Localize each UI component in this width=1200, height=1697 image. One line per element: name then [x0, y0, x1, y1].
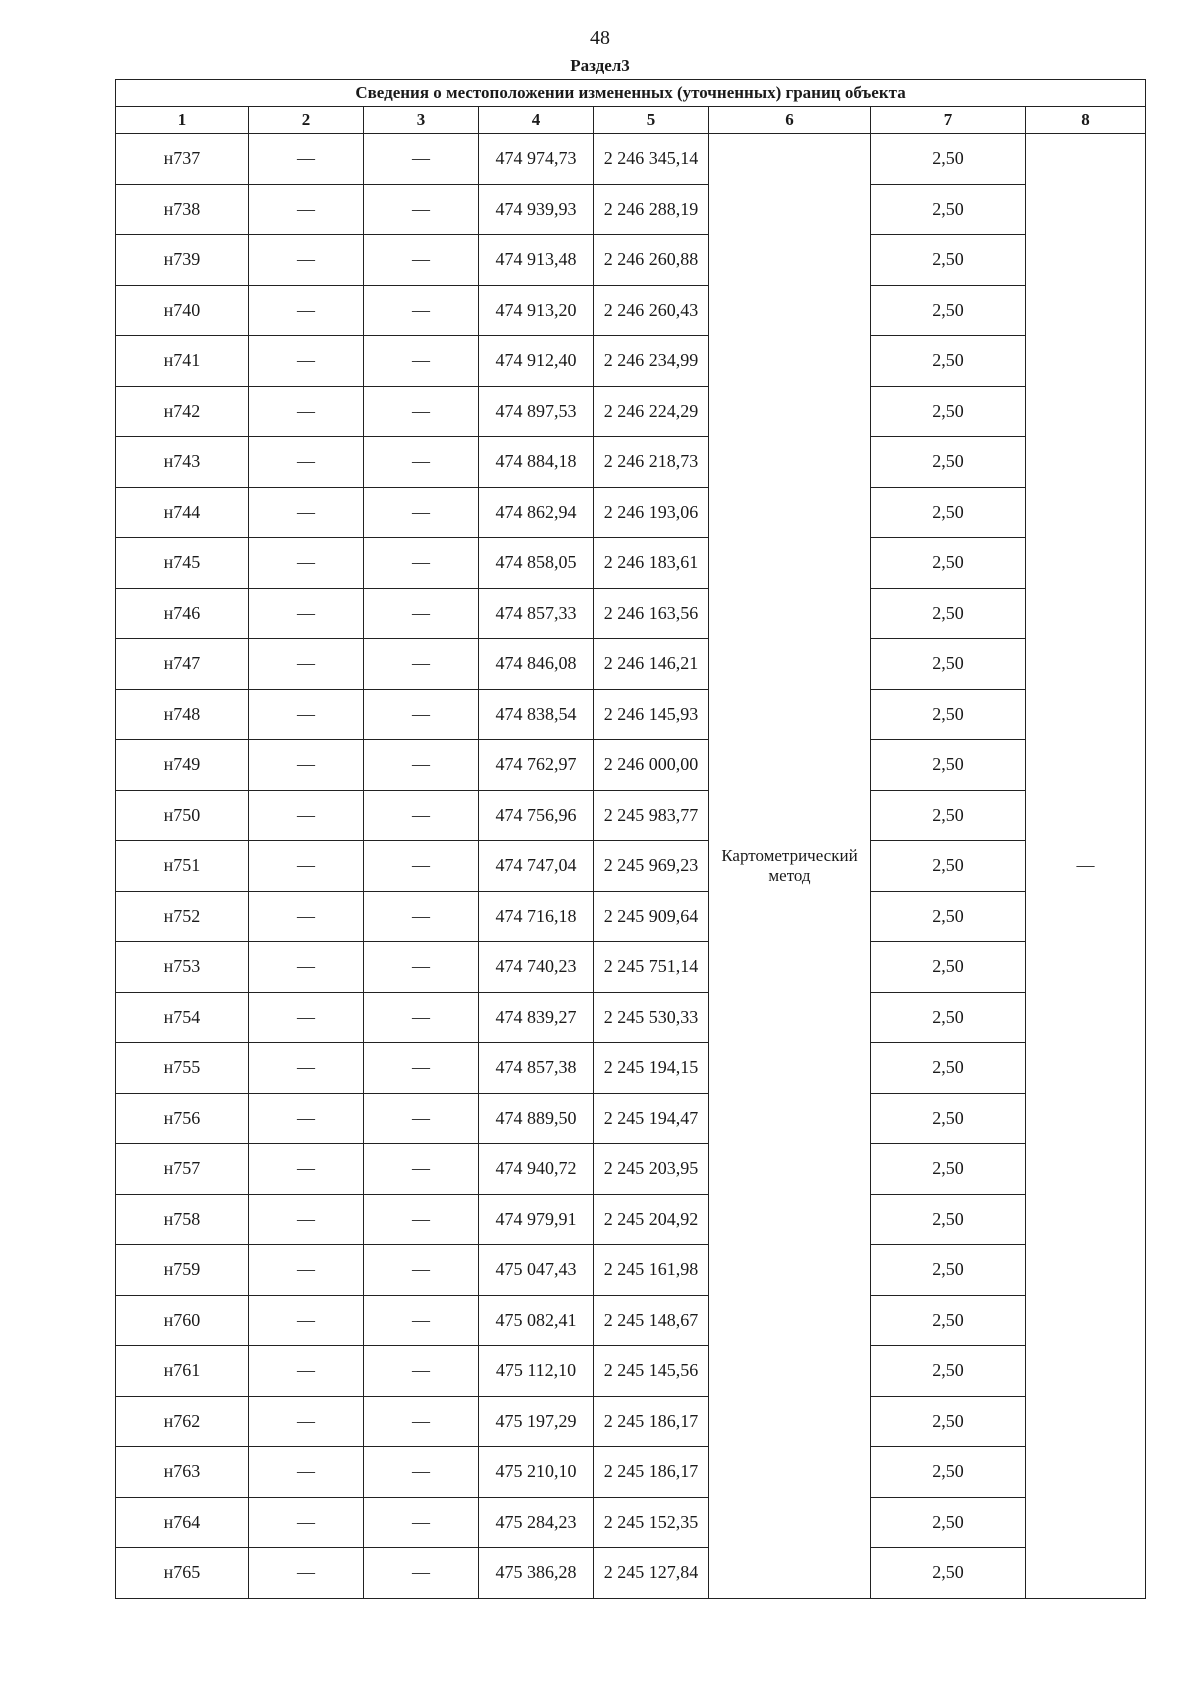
table-row	[116, 1043, 1146, 1094]
col3-value: —	[364, 285, 479, 336]
point-id: н744	[116, 487, 249, 538]
col2-value: —	[249, 639, 364, 690]
col2-value: —	[249, 386, 364, 437]
x-coordinate: 474 756,96	[479, 790, 594, 841]
point-id: н760	[116, 1295, 249, 1346]
precision-value: 2,50	[871, 740, 1026, 791]
point-id: н747	[116, 639, 249, 690]
point-id: н761	[116, 1346, 249, 1397]
col3-value: —	[364, 538, 479, 589]
y-coordinate: 2 246 260,43	[594, 285, 709, 336]
col3-value: —	[364, 1396, 479, 1447]
point-id: н750	[116, 790, 249, 841]
y-coordinate: 2 245 969,23	[594, 841, 709, 892]
column-number-row	[116, 107, 1146, 134]
x-coordinate: 474 913,48	[479, 235, 594, 286]
y-coordinate: 2 246 260,88	[594, 235, 709, 286]
col2-value: —	[249, 487, 364, 538]
y-coordinate: 2 245 983,77	[594, 790, 709, 841]
col3-value: —	[364, 487, 479, 538]
column-number-4: 4	[479, 107, 594, 134]
y-coordinate: 2 246 234,99	[594, 336, 709, 387]
y-coordinate: 2 245 186,17	[594, 1447, 709, 1498]
table-row	[116, 487, 1146, 538]
table-row	[116, 1396, 1146, 1447]
precision-value: 2,50	[871, 184, 1026, 235]
column-number-5: 5	[594, 107, 709, 134]
col2-value: —	[249, 1093, 364, 1144]
precision-value: 2,50	[871, 790, 1026, 841]
table-row	[116, 184, 1146, 235]
col2-value: —	[249, 1295, 364, 1346]
col2-value: —	[249, 285, 364, 336]
y-coordinate: 2 245 751,14	[594, 942, 709, 993]
col2-value: —	[249, 1396, 364, 1447]
column-number-2: 2	[249, 107, 364, 134]
precision-value: 2,50	[871, 891, 1026, 942]
col2-value: —	[249, 891, 364, 942]
y-coordinate: 2 245 152,35	[594, 1497, 709, 1548]
column-number-3: 3	[364, 107, 479, 134]
point-id: н738	[116, 184, 249, 235]
x-coordinate: 474 939,93	[479, 184, 594, 235]
point-id: н743	[116, 437, 249, 488]
column-number-7: 7	[871, 107, 1026, 134]
table-row	[116, 1346, 1146, 1397]
table-row	[116, 386, 1146, 437]
precision-value: 2,50	[871, 588, 1026, 639]
table-row	[116, 1447, 1146, 1498]
col3-value: —	[364, 1346, 479, 1397]
precision-value: 2,50	[871, 1194, 1026, 1245]
x-coordinate: 474 974,73	[479, 134, 594, 185]
point-id: н759	[116, 1245, 249, 1296]
y-coordinate: 2 246 000,00	[594, 740, 709, 791]
table-row	[116, 942, 1146, 993]
col3-value: —	[364, 1245, 479, 1296]
boundary-coordinates-table	[115, 79, 1146, 1599]
col3-value: —	[364, 1194, 479, 1245]
y-coordinate: 2 245 148,67	[594, 1295, 709, 1346]
point-id: н756	[116, 1093, 249, 1144]
col2-value: —	[249, 1245, 364, 1296]
precision-value: 2,50	[871, 1093, 1026, 1144]
precision-value: 2,50	[871, 134, 1026, 185]
point-id: н739	[116, 235, 249, 286]
table-row	[116, 134, 1146, 185]
y-coordinate: 2 245 194,47	[594, 1093, 709, 1144]
x-coordinate: 474 762,97	[479, 740, 594, 791]
x-coordinate: 474 913,20	[479, 285, 594, 336]
method-cell: Картометрический метод	[709, 134, 871, 1599]
col3-value: —	[364, 386, 479, 437]
col8-value: —	[1026, 134, 1146, 1599]
col3-value: —	[364, 1093, 479, 1144]
x-coordinate: 475 284,23	[479, 1497, 594, 1548]
x-coordinate: 475 082,41	[479, 1295, 594, 1346]
y-coordinate: 2 245 127,84	[594, 1548, 709, 1599]
x-coordinate: 474 857,33	[479, 588, 594, 639]
point-id: н740	[116, 285, 249, 336]
point-id: н755	[116, 1043, 249, 1094]
table-row	[116, 639, 1146, 690]
point-id: н748	[116, 689, 249, 740]
col3-value: —	[364, 184, 479, 235]
col2-value: —	[249, 1447, 364, 1498]
y-coordinate: 2 246 146,21	[594, 639, 709, 690]
col2-value: —	[249, 134, 364, 185]
precision-value: 2,50	[871, 235, 1026, 286]
y-coordinate: 2 246 218,73	[594, 437, 709, 488]
col3-value: —	[364, 740, 479, 791]
x-coordinate: 475 197,29	[479, 1396, 594, 1447]
y-coordinate: 2 246 288,19	[594, 184, 709, 235]
col3-value: —	[364, 235, 479, 286]
precision-value: 2,50	[871, 437, 1026, 488]
table-row	[116, 740, 1146, 791]
x-coordinate: 474 857,38	[479, 1043, 594, 1094]
y-coordinate: 2 246 224,29	[594, 386, 709, 437]
col2-value: —	[249, 184, 364, 235]
x-coordinate: 474 884,18	[479, 437, 594, 488]
column-number-1: 1	[116, 107, 249, 134]
y-coordinate: 2 245 909,64	[594, 891, 709, 942]
table-row	[116, 437, 1146, 488]
col2-value: —	[249, 841, 364, 892]
precision-value: 2,50	[871, 1144, 1026, 1195]
col2-value: —	[249, 1144, 364, 1195]
precision-value: 2,50	[871, 942, 1026, 993]
point-id: н762	[116, 1396, 249, 1447]
point-id: н749	[116, 740, 249, 791]
column-number-6: 6	[709, 107, 871, 134]
col3-value: —	[364, 1548, 479, 1599]
col2-value: —	[249, 1043, 364, 1094]
precision-value: 2,50	[871, 487, 1026, 538]
table-row	[116, 891, 1146, 942]
x-coordinate: 474 740,23	[479, 942, 594, 993]
col2-value: —	[249, 790, 364, 841]
y-coordinate: 2 245 204,92	[594, 1194, 709, 1245]
precision-value: 2,50	[871, 1548, 1026, 1599]
col3-value: —	[364, 437, 479, 488]
col3-value: —	[364, 790, 479, 841]
precision-value: 2,50	[871, 1396, 1026, 1447]
table-row	[116, 538, 1146, 589]
x-coordinate: 474 897,53	[479, 386, 594, 437]
point-id: н764	[116, 1497, 249, 1548]
table-row	[116, 235, 1146, 286]
table-row	[116, 790, 1146, 841]
col3-value: —	[364, 689, 479, 740]
precision-value: 2,50	[871, 689, 1026, 740]
y-coordinate: 2 246 345,14	[594, 134, 709, 185]
x-coordinate: 474 846,08	[479, 639, 594, 690]
precision-value: 2,50	[871, 841, 1026, 892]
table-row	[116, 336, 1146, 387]
x-coordinate: 474 912,40	[479, 336, 594, 387]
col2-value: —	[249, 235, 364, 286]
y-coordinate: 2 245 203,95	[594, 1144, 709, 1195]
table-row	[116, 1497, 1146, 1548]
y-coordinate: 2 245 530,33	[594, 992, 709, 1043]
col3-value: —	[364, 639, 479, 690]
precision-value: 2,50	[871, 386, 1026, 437]
precision-value: 2,50	[871, 1295, 1026, 1346]
col3-value: —	[364, 134, 479, 185]
x-coordinate: 474 716,18	[479, 891, 594, 942]
point-id: н758	[116, 1194, 249, 1245]
table-row	[116, 1194, 1146, 1245]
x-coordinate: 474 862,94	[479, 487, 594, 538]
precision-value: 2,50	[871, 1346, 1026, 1397]
col3-value: —	[364, 841, 479, 892]
table-row	[116, 1144, 1146, 1195]
col2-value: —	[249, 1548, 364, 1599]
x-coordinate: 474 889,50	[479, 1093, 594, 1144]
col2-value: —	[249, 538, 364, 589]
point-id: н765	[116, 1548, 249, 1599]
table-row	[116, 1295, 1146, 1346]
precision-value: 2,50	[871, 336, 1026, 387]
x-coordinate: 475 047,43	[479, 1245, 594, 1296]
table-row	[116, 285, 1146, 336]
table-row	[116, 1245, 1146, 1296]
precision-value: 2,50	[871, 538, 1026, 589]
col2-value: —	[249, 437, 364, 488]
col3-value: —	[364, 1295, 479, 1346]
point-id: н737	[116, 134, 249, 185]
table-caption: Сведения о местоположении измененных (уточненных) границ объекта	[116, 80, 1146, 107]
point-id: н741	[116, 336, 249, 387]
col2-value: —	[249, 1497, 364, 1548]
x-coordinate: 475 210,10	[479, 1447, 594, 1498]
y-coordinate: 2 245 161,98	[594, 1245, 709, 1296]
x-coordinate: 475 112,10	[479, 1346, 594, 1397]
point-id: н745	[116, 538, 249, 589]
table-row	[116, 1093, 1146, 1144]
x-coordinate: 474 858,05	[479, 538, 594, 589]
x-coordinate: 474 940,72	[479, 1144, 594, 1195]
col2-value: —	[249, 689, 364, 740]
table-row	[116, 689, 1146, 740]
column-number-8: 8	[1026, 107, 1146, 134]
y-coordinate: 2 245 186,17	[594, 1396, 709, 1447]
col2-value: —	[249, 942, 364, 993]
y-coordinate: 2 246 145,93	[594, 689, 709, 740]
table-row	[116, 992, 1146, 1043]
col3-value: —	[364, 942, 479, 993]
x-coordinate: 475 386,28	[479, 1548, 594, 1599]
precision-value: 2,50	[871, 992, 1026, 1043]
y-coordinate: 2 245 194,15	[594, 1043, 709, 1094]
y-coordinate: 2 246 183,61	[594, 538, 709, 589]
x-coordinate: 474 839,27	[479, 992, 594, 1043]
point-id: н754	[116, 992, 249, 1043]
col3-value: —	[364, 336, 479, 387]
x-coordinate: 474 979,91	[479, 1194, 594, 1245]
table-row	[116, 588, 1146, 639]
y-coordinate: 2 245 145,56	[594, 1346, 709, 1397]
point-id: н752	[116, 891, 249, 942]
col2-value: —	[249, 1194, 364, 1245]
point-id: н742	[116, 386, 249, 437]
col3-value: —	[364, 1447, 479, 1498]
section-title: Раздел3	[570, 56, 630, 75]
x-coordinate: 474 747,04	[479, 841, 594, 892]
precision-value: 2,50	[871, 639, 1026, 690]
point-id: н753	[116, 942, 249, 993]
point-id: н746	[116, 588, 249, 639]
col2-value: —	[249, 992, 364, 1043]
page-number: 48	[590, 27, 610, 49]
col3-value: —	[364, 891, 479, 942]
y-coordinate: 2 246 163,56	[594, 588, 709, 639]
point-id: н763	[116, 1447, 249, 1498]
precision-value: 2,50	[871, 1245, 1026, 1296]
table-row	[116, 841, 1146, 892]
col3-value: —	[364, 1497, 479, 1548]
col3-value: —	[364, 1043, 479, 1094]
precision-value: 2,50	[871, 1447, 1026, 1498]
col2-value: —	[249, 336, 364, 387]
precision-value: 2,50	[871, 1043, 1026, 1094]
point-id: н751	[116, 841, 249, 892]
x-coordinate: 474 838,54	[479, 689, 594, 740]
col2-value: —	[249, 740, 364, 791]
col2-value: —	[249, 1346, 364, 1397]
col3-value: —	[364, 588, 479, 639]
precision-value: 2,50	[871, 285, 1026, 336]
col3-value: —	[364, 1144, 479, 1195]
precision-value: 2,50	[871, 1497, 1026, 1548]
point-id: н757	[116, 1144, 249, 1195]
col2-value: —	[249, 588, 364, 639]
col3-value: —	[364, 992, 479, 1043]
table-row	[116, 1548, 1146, 1599]
table-body	[116, 134, 1146, 1599]
y-coordinate: 2 246 193,06	[594, 487, 709, 538]
